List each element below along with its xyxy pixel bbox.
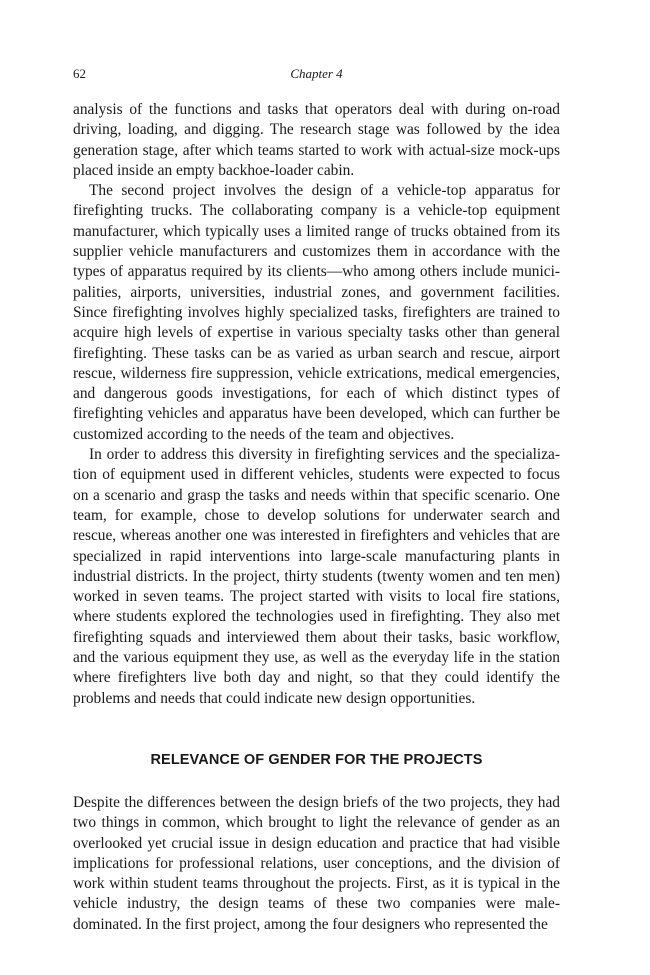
chapter-label: Chapter 4	[290, 66, 343, 81]
body-text	[73, 100, 560, 935]
page-number: 62	[73, 66, 86, 81]
book-page	[73, 0, 560, 975]
paragraph-continued: analysis of the functions and tasks that operators deal with during on-road driving, loading, and digging. The research stage was followed by the idea generation stage, after which teams started to work with actual-size mock-ups placed inside an empty backhoe-loader cabin.	[73, 101, 560, 179]
paragraph-gender-relevance: Despite the differences between the design briefs of the two projects, they had two things in common, which brought to light the relevance of gender as an overlooked yet crucial issue in design education and practice that had visible implications for professional relations, user conceptions, and the division of work within student teams throughout the projects. First, as it is typical in the vehicle industry, the design teams of these two companies were male-dominated. In the first project, among the four designers who represented the	[73, 793, 560, 933]
paragraph-firefighting-project: The second project involves the design of a vehicle-top apparatus for firefighting trucks. The collaborating company is a vehicle-top equipment manufacturer, which typically uses a limited range of trucks obtained from its supplier vehicle manufacturers and customizes them in accordance with the types of apparatus required by its clients—who among others include municipalities, airports, universities, industrial zones, and government facilities. Since firefighting involves highly specialized tasks, firefighters are trained to acquire high levels of expertise in various specialty tasks other than general firefighting. These tasks can be as varied as urban search and rescue, airport rescue, wilderness fire suppression, vehicle extrications, medical emergencies, and dangerous goods investigations, for each of which distinct types of firefighting vehicles and apparatus have been developed, which can further be customized according to the needs of the team and objectives.	[73, 182, 560, 443]
paragraph-specialization: In order to address this diversity in firefighting services and the specialization of equipment used in different vehicles, students were expected to focus on a scenario and grasp the tasks and needs within that specific scenario. One team, for example, chose to develop solutions for underwater search and rescue, whereas another one was interested in firefighters and vehicles that are specialized in rapid interventions into large-scale manufacturing plants in industrial districts. In the project, thirty students (twenty women and ten men) worked in seven teams. The project started with visits to local fire stations, where students explored the technologies used in firefighting. They also met firefighting squads and interviewed them about their tasks, basic workflow, and the various equipment they use, as well as the everyday life in the station where firefighters live both day and night, so that they could identify the problems and needs that could indicate new design opportunities.	[73, 446, 560, 707]
running-head	[73, 66, 560, 86]
section-heading: RELEVANCE OF GENDER FOR THE PROJECTS	[150, 751, 483, 768]
